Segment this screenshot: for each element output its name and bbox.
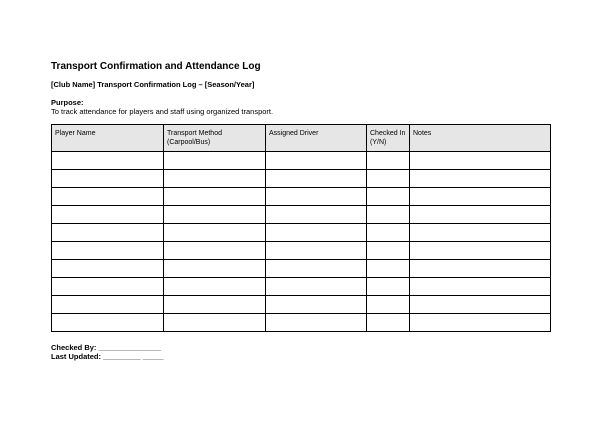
cell-checked-in[interactable]: [367, 170, 410, 188]
cell-assigned-driver[interactable]: [266, 314, 367, 332]
cell-player-name[interactable]: [52, 260, 164, 278]
cell-transport-method[interactable]: [164, 296, 266, 314]
purpose-label: Purpose:: [51, 98, 84, 107]
cell-checked-in[interactable]: [367, 224, 410, 242]
checked-by-line: Checked By: _______________: [51, 343, 162, 352]
cell-assigned-driver[interactable]: [266, 278, 367, 296]
cell-notes[interactable]: [410, 260, 551, 278]
cell-assigned-driver[interactable]: [266, 242, 367, 260]
cell-player-name[interactable]: [52, 206, 164, 224]
cell-notes[interactable]: [410, 188, 551, 206]
table-row: [52, 170, 551, 188]
cell-assigned-driver[interactable]: [266, 170, 367, 188]
cell-player-name[interactable]: [52, 152, 164, 170]
header-transport-method: Transport Method (Carpool/Bus): [164, 125, 266, 152]
cell-checked-in[interactable]: [367, 206, 410, 224]
header-player-name: Player Name: [52, 125, 164, 152]
cell-player-name[interactable]: [52, 170, 164, 188]
table-row: [52, 152, 551, 170]
cell-player-name[interactable]: [52, 296, 164, 314]
cell-notes[interactable]: [410, 206, 551, 224]
document-title: Transport Confirmation and Attendance Log: [51, 61, 261, 72]
header-notes: Notes: [410, 125, 551, 152]
cell-notes[interactable]: [410, 278, 551, 296]
cell-notes[interactable]: [410, 296, 551, 314]
cell-player-name[interactable]: [52, 224, 164, 242]
cell-transport-method[interactable]: [164, 206, 266, 224]
cell-transport-method[interactable]: [164, 260, 266, 278]
cell-checked-in[interactable]: [367, 260, 410, 278]
cell-notes[interactable]: [410, 224, 551, 242]
table-row: [52, 278, 551, 296]
cell-assigned-driver[interactable]: [266, 206, 367, 224]
table-body: [52, 152, 551, 332]
cell-checked-in[interactable]: [367, 152, 410, 170]
cell-notes[interactable]: [410, 314, 551, 332]
cell-transport-method[interactable]: [164, 188, 266, 206]
cell-transport-method[interactable]: [164, 152, 266, 170]
document-subtitle: [Club Name] Transport Confirmation Log – [Season/Year]: [51, 80, 255, 89]
cell-notes[interactable]: [410, 170, 551, 188]
cell-assigned-driver[interactable]: [266, 260, 367, 278]
cell-checked-in[interactable]: [367, 188, 410, 206]
header-assigned-driver: Assigned Driver: [266, 125, 367, 152]
transport-log-table: [51, 124, 551, 332]
table-row: [52, 260, 551, 278]
cell-notes[interactable]: [410, 152, 551, 170]
cell-checked-in[interactable]: [367, 278, 410, 296]
cell-transport-method[interactable]: [164, 170, 266, 188]
table-row: [52, 314, 551, 332]
table-row: [52, 296, 551, 314]
cell-transport-method[interactable]: [164, 242, 266, 260]
cell-player-name[interactable]: [52, 278, 164, 296]
last-updated-line: Last Updated: _________ _____: [51, 352, 164, 361]
cell-player-name[interactable]: [52, 188, 164, 206]
cell-assigned-driver[interactable]: [266, 296, 367, 314]
cell-transport-method[interactable]: [164, 314, 266, 332]
cell-transport-method[interactable]: [164, 224, 266, 242]
cell-assigned-driver[interactable]: [266, 188, 367, 206]
table-row: [52, 188, 551, 206]
cell-notes[interactable]: [410, 242, 551, 260]
table-row: [52, 224, 551, 242]
purpose-text: To track attendance for players and staff using organized transport.: [51, 107, 274, 116]
cell-checked-in[interactable]: [367, 296, 410, 314]
cell-player-name[interactable]: [52, 242, 164, 260]
cell-transport-method[interactable]: [164, 278, 266, 296]
cell-assigned-driver[interactable]: [266, 152, 367, 170]
table-row: [52, 242, 551, 260]
cell-player-name[interactable]: [52, 314, 164, 332]
cell-checked-in[interactable]: [367, 242, 410, 260]
table-row: [52, 206, 551, 224]
table-header-row: [52, 125, 551, 152]
cell-checked-in[interactable]: [367, 314, 410, 332]
header-checked-in: Checked In (Y/N): [367, 125, 410, 152]
cell-assigned-driver[interactable]: [266, 224, 367, 242]
